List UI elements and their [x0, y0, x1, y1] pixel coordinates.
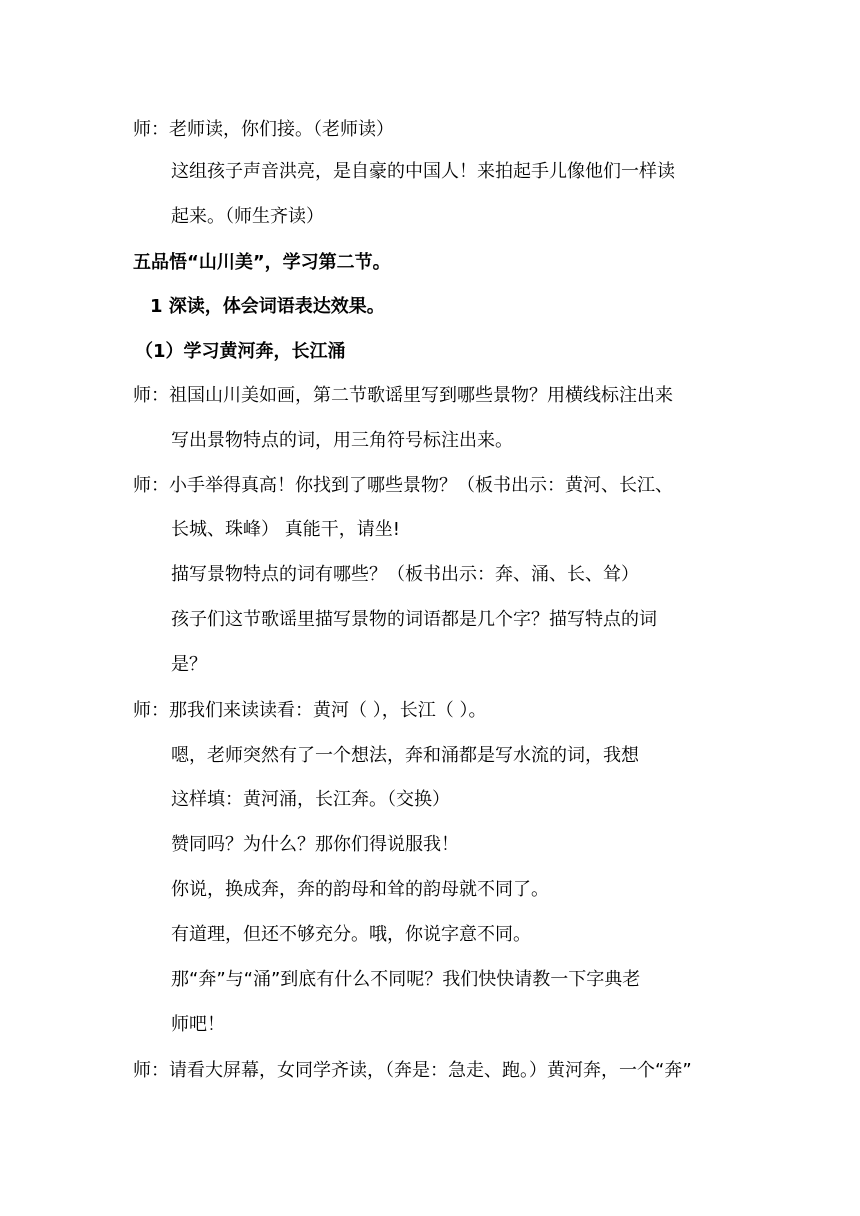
section-heading: 五品悟“山川美”，学习第二节。 — [133, 252, 391, 273]
paragraph-line: 你说，换成奔，奔的韵母和耸的韵母就不同了。 — [171, 879, 549, 900]
paragraph-line: 描写景物特点的词有哪些？（板书出示：奔、涌、长、耸） — [171, 564, 639, 585]
paragraph-line: 师：祖国山川美如画，第二节歌谣里写到哪些景物？用横线标注出来 — [133, 385, 673, 406]
paragraph-line: 那“奔”与“涌”到底有什么不同呢？我们快快请教一下字典老 — [171, 969, 641, 990]
paragraph-line: 有道理，但还不够充分。哦，你说字意不同。 — [171, 924, 531, 945]
paragraph-line: 嗯，老师突然有了一个想法，奔和涌都是写水流的词，我想 — [171, 745, 639, 766]
paragraph-line: 师：老师读，你们接。（老师读） — [133, 119, 394, 140]
paragraph-line: 师：那我们来读读看：黄河（ ），长江（ ）。 — [133, 700, 487, 721]
paragraph-line: 师吧！ — [171, 1014, 225, 1035]
paragraph-line: 这组孩子声音洪亮，是自豪的中国人！来拍起手儿像他们一样读 — [171, 161, 675, 182]
paragraph-line: 孩子们这节歌谣里描写景物的词语都是几个字？描写特点的词 — [171, 609, 657, 630]
subsection-heading: （1）学习黄河奔，长江涌 — [135, 341, 346, 362]
paragraph-line: 写出景物特点的词，用三角符号标注出来。 — [171, 430, 513, 451]
paragraph-line: 师：小手举得真高！你找到了哪些景物？（板书出示：黄河、长江、 — [133, 475, 673, 496]
paragraph-line: 赞同吗？为什么？那你们得说服我！ — [171, 834, 459, 855]
paragraph-line: 是？ — [171, 654, 207, 675]
paragraph-line: 这样填：黄河涌，长江奔。（交换） — [171, 789, 450, 810]
paragraph-line: 起来。（师生齐读） — [171, 206, 324, 227]
paragraph-line: 师：请看大屏幕，女同学齐读，（奔是：急走、跑。）黄河奔，一个“奔” — [133, 1060, 692, 1081]
subsection-heading: 1 深读，体会词语表达效果。 — [150, 296, 385, 317]
paragraph-line: 长城、珠峰） 真能干，请坐! — [171, 519, 400, 540]
